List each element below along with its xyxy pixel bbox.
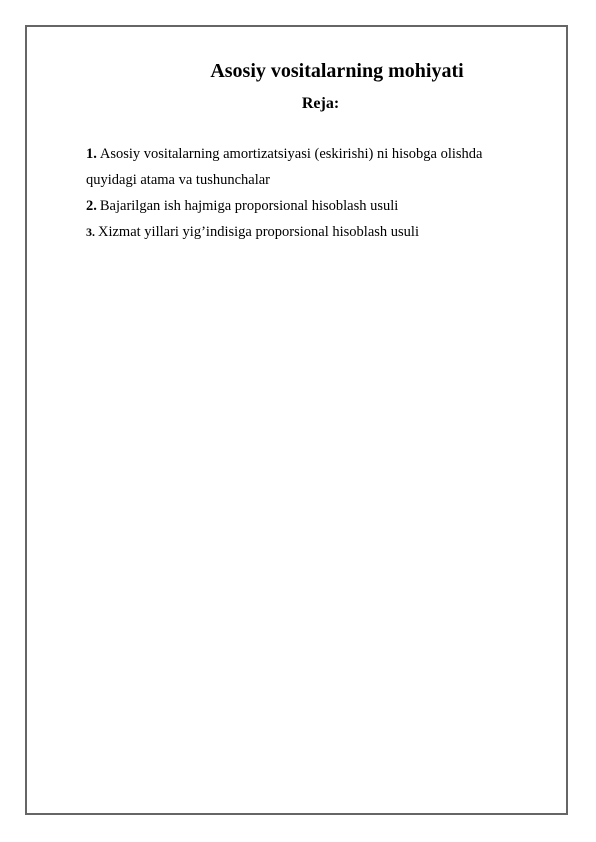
plan-item-2 — [86, 193, 536, 219]
document-title: Asosiy vositalarning mohiyati — [210, 60, 464, 82]
plan-item-number: 3. — [86, 225, 95, 239]
plan-item-text: Asosiy vositalarning amortizatsiyasi (eskirishi) ni hisobga olishda quyidagi atama va tushunchalar — [86, 146, 483, 188]
plan-list — [86, 141, 536, 245]
plan-item-1 — [86, 141, 536, 193]
plan-item-3 — [86, 219, 536, 245]
plan-item-number: 1. — [86, 146, 97, 162]
plan-item-text: Xizmat yillari yig’indisiga proporsional hisoblash usuli — [98, 224, 419, 240]
plan-item-number: 2. — [86, 198, 97, 214]
plan-heading: Reja: — [301, 95, 340, 112]
plan-item-text: Bajarilgan ish hajmiga proporsional hisoblash usuli — [99, 198, 399, 214]
